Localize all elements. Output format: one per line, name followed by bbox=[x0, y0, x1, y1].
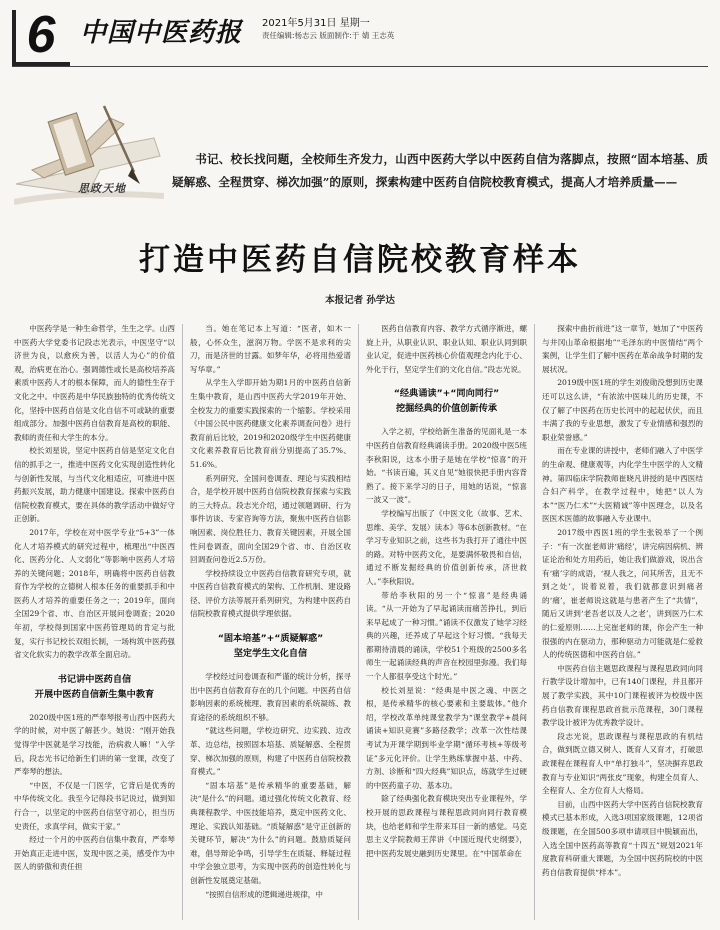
body-paragraph: 校长刘星说，坚定中医药自信是坚定文化自信的抓手之一，推进中医药文化实现创造性转化与创新性发展，与当代文化相适应，可推进中医药振兴发展，助力健康中国建设。探索中医药自信院校教育模式，要在具体的教学活动中做好守正创新。 bbox=[14, 446, 175, 524]
column-divider bbox=[358, 324, 359, 920]
article-column-2 bbox=[190, 322, 351, 922]
body-paragraph: 段志光说，思政课程与课程思政的有机结合，做到既立德又树人、既育人又育才，打破思政课程在课程育人中“单打独斗”，坚决摒弃思政教育与专业知识“两张皮”现象，构建全员育人、全程育人、全方位育人大格局。 bbox=[542, 731, 703, 796]
body-paragraph: “就这些问题，学校边研究、边实践、边改革、边总结，按照固本培基、质疑解惑、全程贯穿、梯次加强的原则，构建了中医药自信院校教育模式。” bbox=[190, 726, 351, 777]
body-paragraph: 中医药学是一种生命哲学，生生之学。山西中医药大学党委书记段志光表示，中医坚守“以济世为良，以愈疾为善，以活人为心”的价值观，治病更在治心。强调德性或长是高校培养高素质中医药人才的根本保障，而人的德性生存于文化之中。中医药是中华民族独特的优秀传统文化，坚持中医药自信是文化自信不可或缺的重要组成部分。加强中医药自信教育是高校的职能、教师的责任和大学生的本分。 bbox=[14, 324, 175, 442]
editor-credits: 责任编辑:杨志云 版面制作:于 婧 王志英 bbox=[262, 31, 395, 40]
newspaper-logo: 中国中医药报 bbox=[80, 18, 243, 48]
page-number: 6 bbox=[26, 6, 56, 64]
article-column-4 bbox=[542, 322, 703, 922]
body-paragraph: 中医药自信主题思政课程与课程思政同向同行教学设计增加中，已有140门课程，并且都开展了教学实践，其中10门课程被评为校级中医药自信教育课程思政首批示范课程，30门课程教学设计被评为优秀教学设计。 bbox=[542, 663, 703, 728]
column-divider bbox=[534, 324, 535, 920]
subheading-line: 坚定学生文化自信 bbox=[233, 648, 308, 660]
section-subheading bbox=[14, 672, 175, 702]
body-paragraph: 校长刘星说：“经典是中医之魂、中医之根，是传承精华的核心要素和主要载体。”他介绍，学校改革单纯课堂教学为“课堂教学+晨间诵读+知识竞赛”多路径教学；改革一次性结课考试为开课学期到毕业学期“循环考核+等级考证”多元化评价。让学生熟练掌握中基、中药、方剂、诊断和“四大经典”知识点，练就学生过硬的中医药童子功、基本功。 bbox=[366, 685, 527, 790]
body-paragraph: 医药自信教育内容、教学方式循序渐进，螺旋上升，从职业认识、职业认知、职业认同到职业认定，促进中医药核心价值观理念内化于心、外化于行，坚定学生们的文化自信。”段志光说。 bbox=[366, 324, 527, 374]
section-subheading bbox=[190, 631, 351, 661]
subheading-line: 书记讲中医药自信 bbox=[57, 673, 132, 685]
body-paragraph: “按照自信形成的逻辑递进规律，中 bbox=[205, 889, 323, 899]
body-paragraph: 学校持续设立中医药自信教育研究专项，就中医药自信教育模式的架构、工作机制、建设路径、评价方法等展开系列研究，为构建中医药自信院校教育模式提供学理依据。 bbox=[190, 568, 351, 619]
body-paragraph: 2020级中医1班的严奉琴报考山西中医药大学的时候，对中医了解甚少。她说：“刚开始我觉得学中医就是学习技能，治病救人嘛！”入学后，段志光书记给新生们讲的第一堂课，改变了严奉琴的想法。 bbox=[14, 712, 175, 777]
body-paragraph: 学校经过问卷调查和严谨的统计分析，探寻出中医药自信教育存在的几个问题。中医药自信影响因素的系统梳理、教育因素的系统凝练、教育途径的系统组织不够。 bbox=[190, 672, 351, 722]
body-paragraph: 经过一个月的中医药自信集中教育，严奉琴开始真正走进中医，发现中医之美，感受作为中医人的骄傲和责任担 bbox=[14, 835, 175, 872]
body-paragraph: 2019级中医1班的学生刘俊勋没想到历史课还可以这么讲，“有浓浓中医味儿的历史课，不仅了解了中医药在历史长河中的起起伏伏，而且丰满了我的专业思想，激发了专业情感和强烈的职业荣誉感。” bbox=[542, 378, 703, 442]
article-column-1 bbox=[14, 322, 175, 922]
body-paragraph: 目前，山西中医药大学中医药自信院校教育模式已基本形成，入选3项国家级课题，12项省级课题，在全国500多项申请项目中脱颖而出，入选全国中医药高等教育“十四五”规划2021年度教育科研重大课题，为全国中医药院校的中医药自信教育提供“样本”。 bbox=[542, 799, 703, 877]
column-divider bbox=[182, 324, 183, 920]
body-paragraph: “中医，不仅是一门医学，它背后是优秀的中华传统文化。我至今记得段书记说过，做到知行合一，以坚定的中医药自信坚守初心，担当历史责任，求真学问，做实干家。” bbox=[14, 780, 175, 831]
body-paragraph: 探索中曲折前进”这一章节，她加了“中医药与井冈山革命根据地”“毛泽东的中医情结”两个案例，让学生们了解中医药在革命战争时期的发展状况。 bbox=[542, 324, 703, 374]
body-paragraph: 从学生入学即开始为期1月的中医药自信新生集中教育，是山西中医药大学2019年开始、全校发力的重要实践探索的一个缩影。学校采用《中国公民中医药健康文化素养调查问卷》进行教育前后比较，2019和2020级学生中医药健康文化素养教育后比教育前分别提高了35.7%、51.6%。 bbox=[190, 378, 351, 469]
body-paragraph: 当。她在笔记本上写道：“医者，如木一般，心怀众生，滋润万物。学医不是求利的尖刀，而是济世的甘露。如梦年华，必将用热爱谱写华章。” bbox=[190, 324, 351, 374]
body-paragraph: 而在专业课的讲授中，老师们融入了中医学的生命观、健康观等，内化学生中医学的人文精神。第四临床学院教师崔晓凡讲授的是中西医结合妇产科学，在教学过程中，她把“以人为本”“医乃仁术”“大医精诚”等中医理念，以及名医医术医德的故事融入专业课中。 bbox=[542, 446, 703, 524]
books-brush-illustration bbox=[14, 98, 164, 218]
article-byline: 本报记者 孙学达 bbox=[325, 295, 395, 306]
article-column-3 bbox=[366, 322, 527, 922]
article-headline: 打造中医药自信院校教育样本 bbox=[139, 242, 581, 278]
section-subheading bbox=[366, 386, 527, 416]
body-paragraph: 系列研究、全国问卷调查、理论与实践相结合，是学校开展中医药自信院校教育探索与实践的三大特点。段志光介绍，通过领题调研、行为事件访谈、专家咨询等方法，聚焦中医药自信影响因素、岗位胜任力、教育关键因素，开展全国性问卷调查，面向全国29个省、市、自治区收回调查问卷近2.5万份。 bbox=[190, 473, 351, 565]
body-paragraph: 学校编写出版了《中医文化（故事、艺术、思维、美学、发展）读本》等6本创新教材。“在学习专业知识之前，这些书为我打开了通往中医的路。对特中医药文化，是要满怀敬畏和自信，通过不断发掘经典的价值创新传承，济世救人。”李秋阳说。 bbox=[366, 508, 527, 586]
issue-date: 2021年5月31日 星期一 bbox=[262, 18, 370, 29]
body-paragraph: 2017年，学校在对中医学专业“5+3”一体化人才培养模式的研究过程中，梳理出“中医西化、医药分化、人文弱化”等影响中医药人才培养的关键问题；2018年，明确将中医药自信教育作为学校的立德树人根本任务的重要抓手和中医药人才培养的重要任务之一；2019年，面向全国29个省、市、自治区开展问卷调查；2020年初，学校得到国家中医药管理局的肯定与批复，实行书记校长双组长制，一场构筑中医药强省文化软实力的教学改革全面启动。 bbox=[14, 527, 175, 660]
masthead-rule bbox=[12, 66, 708, 67]
subheading-line: 开展中医药自信新生集中教育 bbox=[34, 688, 155, 700]
body-paragraph: 2017级中西医1班的学生张锐举了一个例子：“有一次崔老师讲‘痛经’，讲完病因病机、辨证论治和处方用药后，她让我们做游戏，说出含有‘痛’字的成语，‘视人我之，问其所苦，且无不到之处’，说着说着，我们就都意识到痛者的‘痛’，崔老师说这就是与患者产生了“共情”，随后又讲到‘老吾老以及人之老’，讲到医乃仁术的仁爱原则……上完崔老师的课，你会产生一种很强的内在驱动力，那种驱动力可能就是仁爱救人的传统医德和中医药自信。” bbox=[542, 527, 703, 660]
subheading-line: 挖掘经典的价值创新传承 bbox=[395, 403, 498, 415]
column-tag: 思政天地 bbox=[78, 182, 126, 195]
subheading-line: “经典诵读”+“同向同行” bbox=[393, 388, 500, 400]
subheading-line: “固本培基”+“质疑解惑” bbox=[217, 633, 324, 645]
body-paragraph: “固本培基”是传承精华的重要基础，解决“是什么”的问题。通过强化传统文化教育、经典课程教学、中医技能培养，奠定中医药文化、理论、实践认知基础。“质疑解惑”是守正创新的关键环节，解决“为什么”的问题。鼓励质疑问难，倡导辩论争鸣，引导学生在质疑、释疑过程中学会独立思考，为实现中医药的创造性转化与创新性发展奠定基础。 bbox=[190, 780, 351, 885]
body-paragraph: 入学之初，学校给新生准备的见面礼是一本中医药自信教育经典诵读手册。2020级中医5班李秋阳说，这本小册子是她在学校“惊喜”的开始。“书读百遍，其义自见”她很快把手册内容背熟了。接下来学习的日子，用她的话说，“惊喜一波又一波”。 bbox=[366, 427, 527, 505]
body-paragraph: 带给李秋阳的另一个“惊喜”是经典诵读。“从一开始为了早起诵读而痛苦挣扎，到后来早起成了一种习惯。”诵读不仅激发了她学习经典的兴趣，还养成了早起这个好习惯。“我每天都期待清晨的诵读，学校51个班级的2500多名师生一起诵读经典的声音在校园里弥漫。我们每一个人都很享受这个时光。” bbox=[366, 590, 527, 682]
lead-paragraph: 书记、校长找问题，全校师生齐发力，山西中医药大学以中医药自信为落脚点，按照“固本培基、质疑解惑、全程贯穿、梯次加强”的原则，探索构建中医药自信院校教育模式，提高人才培养质量—— bbox=[172, 152, 708, 189]
body-paragraph: 除了经典强化教育模块突出专业课程外，学校开展的思政课程与课程思政同向同行教育模块，也给老师和学生带来耳目一新的感觉。马克思主义学院教师王萍讲《中国近现代史纲要》，把中医药发展史融到历史课里。在“中国革命在 bbox=[366, 794, 527, 858]
